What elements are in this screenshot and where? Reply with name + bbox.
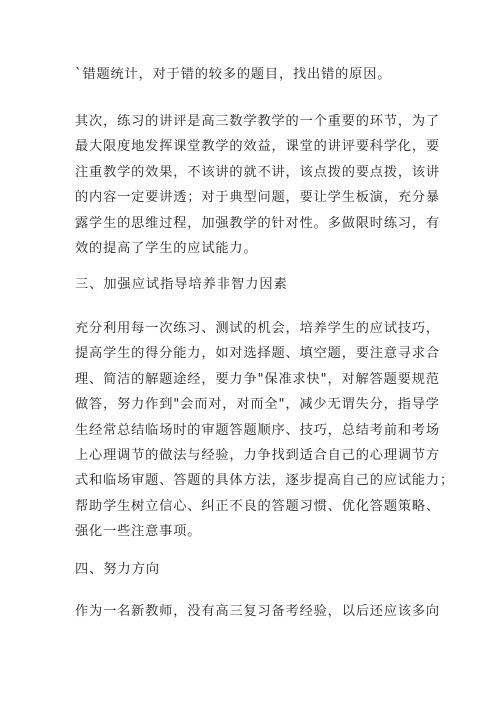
text-line: 的内容一定要讲透；对于典型问题，要让学生板演，充分暴 — [75, 190, 440, 206]
text-line: 生经常总结临场时的审题答题顺序、技巧，总结考前和考场 — [75, 422, 440, 438]
section-heading-text: 四、努力方向 — [75, 562, 161, 577]
text-line: 效的提高了学生的应试能力。 — [75, 241, 258, 257]
paragraph-future-direction — [75, 599, 440, 624]
paragraph-exercise-review — [75, 109, 440, 261]
text-line: 露学生的思维过程，加强教学的针对性。多做限时练习，有 — [75, 215, 440, 231]
text-line: 其次，练习的讲评是高三数学教学的一个重要的环节，为了 — [75, 114, 440, 129]
intro-paragraph — [75, 62, 435, 87]
section-heading-text: 三、加强应试指导培养非智力因素 — [75, 277, 288, 292]
text-line: 理、简洁的解题途经，要力争"保准求快"，对解答题要规范 — [75, 371, 440, 387]
text-line: 充分利用每一次练习、测试的机会，培养学生的应试技巧， — [75, 321, 440, 336]
text-line: 做答，努力作到"会而对，对而全"，减少无谓失分，指导学 — [75, 397, 440, 413]
text-line: 注重教学的效果，不该讲的就不讲，该点拨的要点拨，该讲 — [75, 164, 440, 180]
text-line: 强化一些注意事项。 — [75, 524, 202, 540]
text-line: 作为一名新教师，没有高三复习备考经验，以后还应该多向 — [75, 604, 440, 619]
text-line: 上心理调节的做法与经验，力争找到适合自己的心理调节方 — [75, 448, 440, 464]
text-line: 式和临场审题、答题的具体方法，逐步提高自己的应试能力； — [75, 473, 455, 489]
section-heading-four — [75, 557, 435, 582]
text-line: `错题统计，对于错的较多的题目，找出错的原因。 — [75, 67, 392, 82]
text-line: 最大限度地发挥课堂教学的效益，课堂的讲评要科学化，要 — [75, 139, 440, 155]
text-line: 帮助学生树立信心、纠正不良的答题习惯、优化答题策略、 — [75, 498, 440, 514]
paragraph-exam-guidance — [75, 316, 455, 545]
section-heading-three — [75, 272, 435, 297]
text-line: 提高学生的得分能力，如对选择题、填空题，要注意寻求合 — [75, 346, 440, 362]
